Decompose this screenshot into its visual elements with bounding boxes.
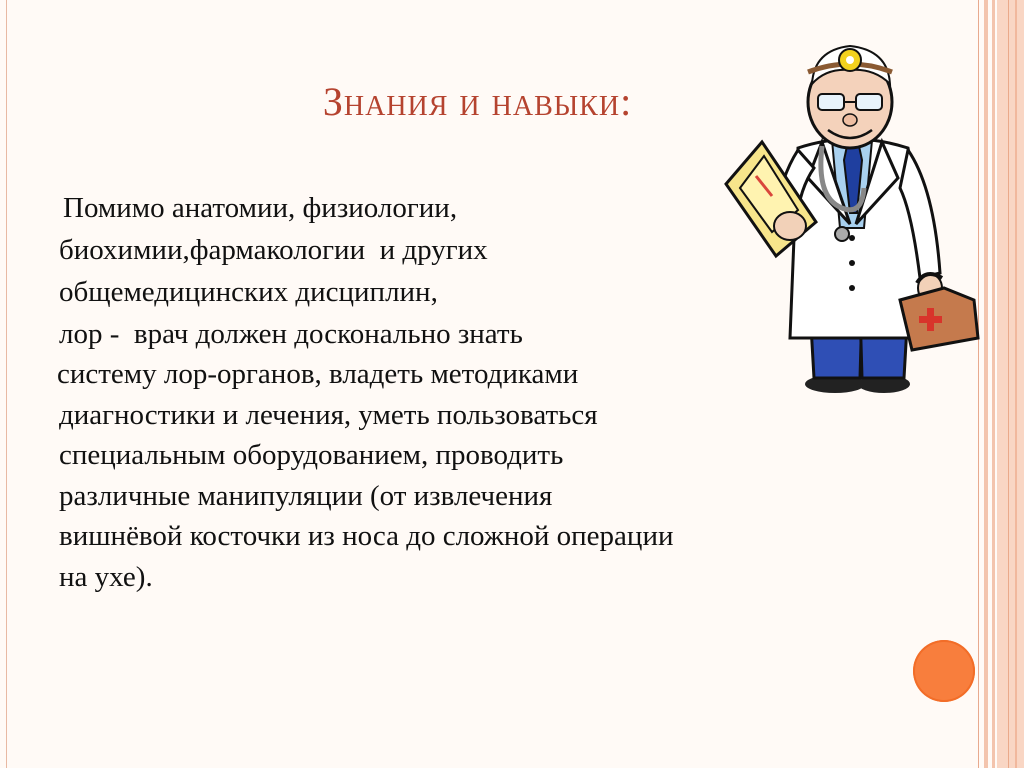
body-line: диагностики и лечения, уметь пользоваться (59, 399, 598, 431)
slide-title: Знания и навыки: (322, 79, 633, 124)
body-line: различные манипуляции (от извлечения (59, 480, 553, 512)
decorative-orange-circle (913, 640, 975, 702)
body-line: Помимо анатомии, физиологии, (63, 192, 458, 224)
body-line: общемедицинских дисциплин, (59, 276, 438, 308)
body-line: биохимии,фармакологии и других (59, 234, 488, 266)
body-line: вишнёвой косточки из носа до сложной операции (59, 520, 674, 552)
body-line: лор - врач должен досконально знать (59, 318, 523, 350)
body-line: на ухе). (59, 561, 153, 593)
body-line: систему лор-органов, владеть методиками (57, 358, 579, 390)
doctor-clipart-icon (712, 38, 992, 398)
body-line: специальным оборудованием, проводить (59, 439, 564, 471)
